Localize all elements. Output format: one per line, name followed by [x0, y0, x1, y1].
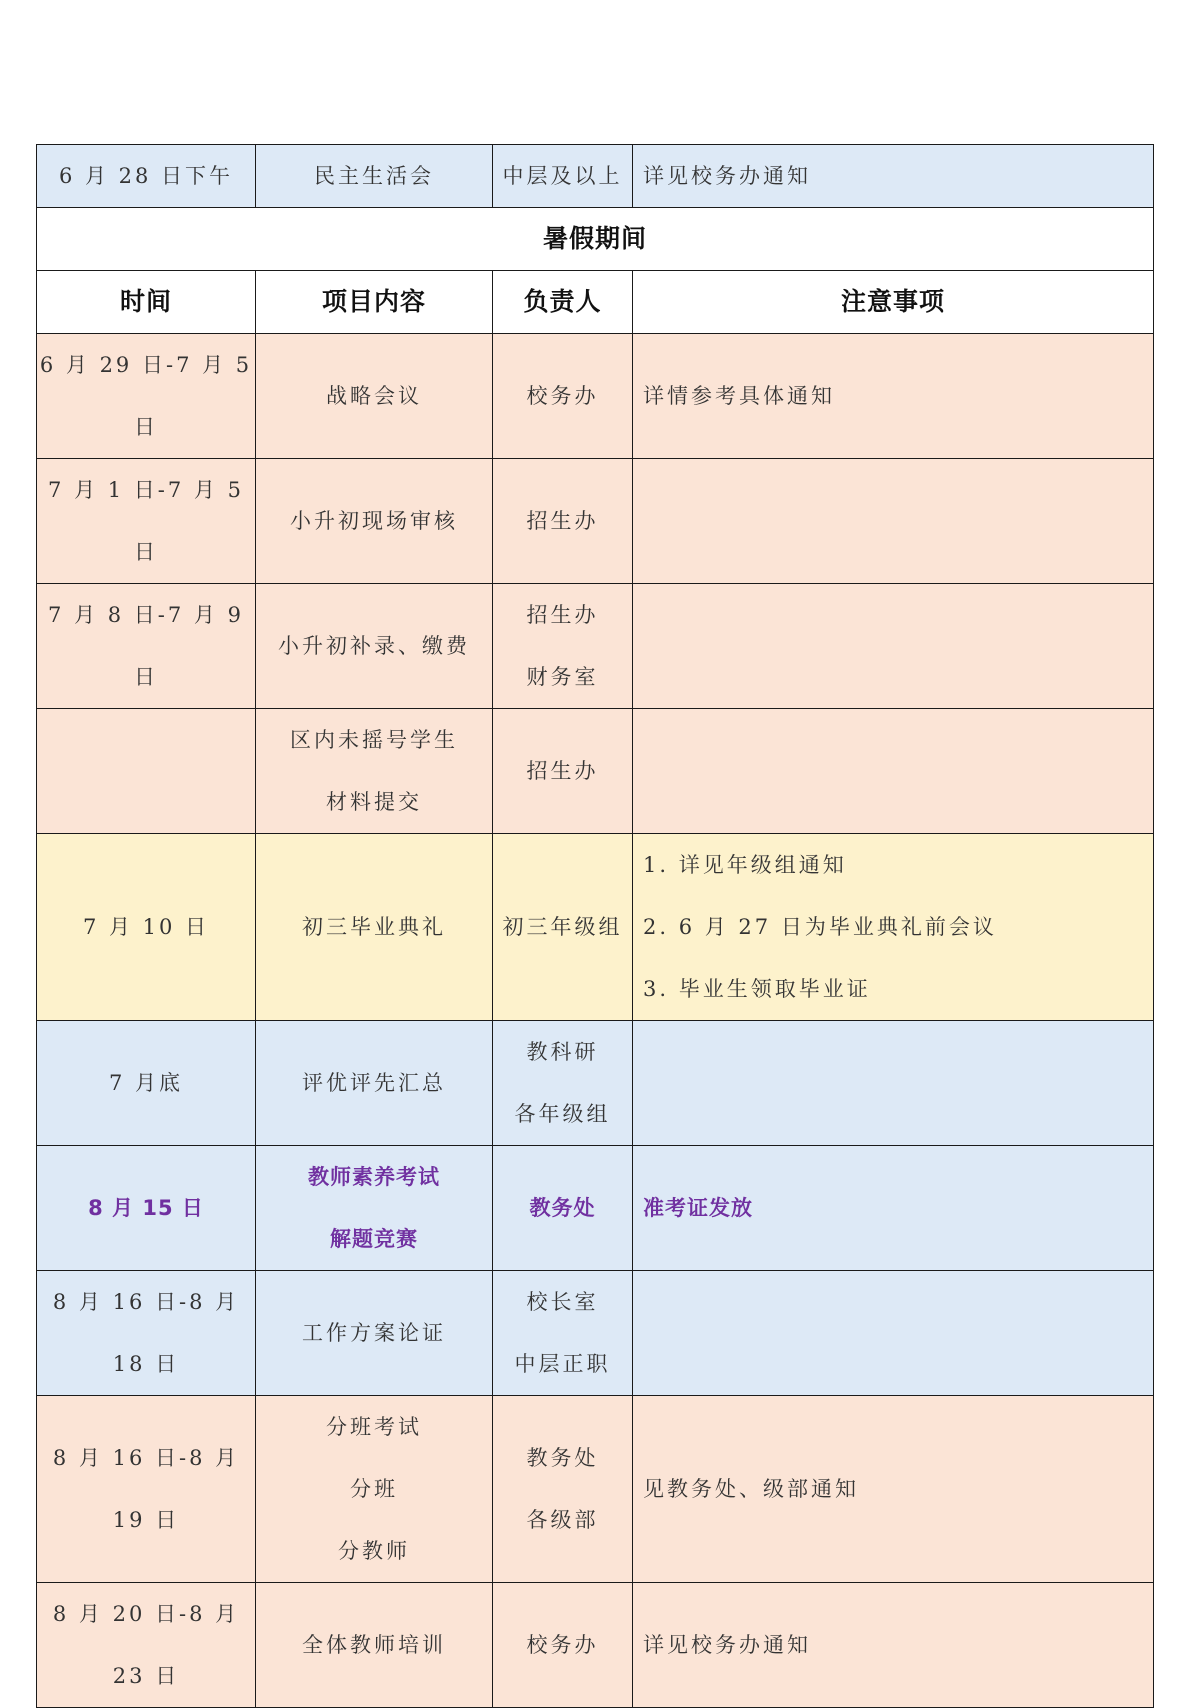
header-notes: 注意事项 [633, 271, 1154, 334]
cell-owner-line: 教务处 [526, 1446, 599, 1470]
table-row [37, 834, 1154, 1021]
table-row [37, 1583, 1154, 1708]
cell-time: 8 月 15 日 [37, 1146, 256, 1271]
cell-owner [493, 1146, 633, 1271]
cell-item-line: 区内未摇号学生 [290, 728, 458, 752]
cell-owner [493, 334, 633, 459]
cell-owner-line: 中层正职 [514, 1352, 611, 1376]
cell-owner-line: 招生办 [526, 509, 599, 533]
cell-item-line: 全体教师培训 [302, 1633, 446, 1657]
cell-notes [633, 1271, 1154, 1396]
table-row [37, 459, 1154, 584]
header-owner: 负责人 [493, 271, 633, 334]
cell-item [256, 834, 493, 1021]
cell-item [256, 334, 493, 459]
cell-owner [493, 584, 633, 709]
cell-time: 7 月 1 日-7 月 5 日 [37, 459, 256, 584]
cell-item-line: 小升初补录、缴费 [278, 634, 470, 658]
table-row [37, 334, 1154, 459]
cell-notes [633, 709, 1154, 834]
cell-notes-line: 详见校务办通知 [643, 1633, 811, 1657]
table-row [37, 709, 1154, 834]
cell-notes-line: 详情参考具体通知 [643, 384, 835, 408]
cell-item-line: 小升初现场审核 [290, 509, 458, 533]
cell-item-line: 初三毕业典礼 [302, 915, 446, 939]
cell-owner-line: 招生办 [526, 759, 599, 783]
cell-owner: 中层及以上 [493, 145, 633, 208]
cell-owner [493, 834, 633, 1021]
cell-owner [493, 709, 633, 834]
cell-notes-line: 见教务处、级部通知 [643, 1477, 859, 1501]
cell-notes [633, 1583, 1154, 1708]
cell-item-line: 工作方案论证 [302, 1321, 446, 1345]
cell-owner-line: 财务室 [526, 665, 599, 689]
cell-notes [633, 334, 1154, 459]
cell-notes: 详见校务办通知 [633, 145, 1154, 208]
table-row [37, 584, 1154, 709]
cell-time: 8 月 16 日-8 月 19 日 [37, 1396, 256, 1583]
cell-owner-line: 各年级组 [514, 1102, 611, 1126]
table-row [37, 1396, 1154, 1583]
cell-notes [633, 1396, 1154, 1583]
cell-item-line: 教师素养考试 [308, 1165, 440, 1189]
table-row-top [37, 145, 1154, 208]
cell-item-line: 解题竞赛 [330, 1227, 418, 1251]
header-row [37, 271, 1154, 334]
cell-notes [633, 459, 1154, 584]
schedule-table [36, 144, 1154, 1708]
cell-item-line: 分班 [350, 1477, 398, 1501]
cell-item [256, 584, 493, 709]
cell-time: 7 月 10 日 [37, 834, 256, 1021]
cell-owner [493, 1583, 633, 1708]
cell-owner-line: 教科研 [526, 1040, 599, 1064]
cell-owner-line: 校务办 [526, 1633, 599, 1657]
cell-item [256, 1021, 493, 1146]
schedule-body [37, 334, 1154, 1708]
section-row [37, 208, 1154, 271]
cell-notes [633, 834, 1154, 1021]
table-row [37, 1271, 1154, 1396]
cell-item [256, 1396, 493, 1583]
header-item: 项目内容 [256, 271, 493, 334]
cell-time [37, 709, 256, 834]
cell-owner-line: 校长室 [526, 1290, 599, 1314]
cell-item-line: 评优评先汇总 [302, 1071, 446, 1095]
cell-item [256, 1146, 493, 1271]
table-row [37, 1146, 1154, 1271]
cell-notes-line: 3. 毕业生领取毕业证 [643, 977, 871, 1001]
cell-owner-line: 招生办 [526, 603, 599, 627]
cell-time: 7 月底 [37, 1021, 256, 1146]
cell-item-line: 分班考试 [326, 1415, 422, 1439]
cell-notes-line: 准考证发放 [643, 1196, 753, 1220]
cell-item: 民主生活会 [256, 145, 493, 208]
cell-item-line: 战略会议 [326, 384, 422, 408]
cell-owner-line: 各级部 [526, 1508, 599, 1532]
cell-notes-line: 1. 详见年级组通知 [643, 853, 847, 877]
cell-owner-line: 教务处 [529, 1196, 596, 1220]
cell-time: 8 月 20 日-8 月 23 日 [37, 1583, 256, 1708]
cell-notes [633, 584, 1154, 709]
cell-owner [493, 1021, 633, 1146]
cell-owner-line: 初三年级组 [502, 915, 623, 939]
cell-time: 7 月 8 日-7 月 9 日 [37, 584, 256, 709]
cell-notes [633, 1146, 1154, 1271]
cell-owner [493, 459, 633, 584]
table-row [37, 1021, 1154, 1146]
cell-time: 8 月 16 日-8 月 18 日 [37, 1271, 256, 1396]
section-title: 暑假期间 [37, 208, 1154, 271]
cell-item-line: 分教师 [338, 1539, 410, 1563]
cell-item [256, 709, 493, 834]
cell-time: 6 月 29 日-7 月 5 日 [37, 334, 256, 459]
cell-owner [493, 1271, 633, 1396]
cell-notes-line: 2. 6 月 27 日为毕业典礼前会议 [643, 915, 997, 939]
header-time: 时间 [37, 271, 256, 334]
cell-item [256, 1583, 493, 1708]
cell-item-line: 材料提交 [326, 790, 422, 814]
cell-owner [493, 1396, 633, 1583]
cell-notes [633, 1021, 1154, 1146]
cell-time: 6 月 28 日下午 [37, 145, 256, 208]
cell-owner-line: 校务办 [526, 384, 599, 408]
cell-item [256, 459, 493, 584]
cell-item [256, 1271, 493, 1396]
